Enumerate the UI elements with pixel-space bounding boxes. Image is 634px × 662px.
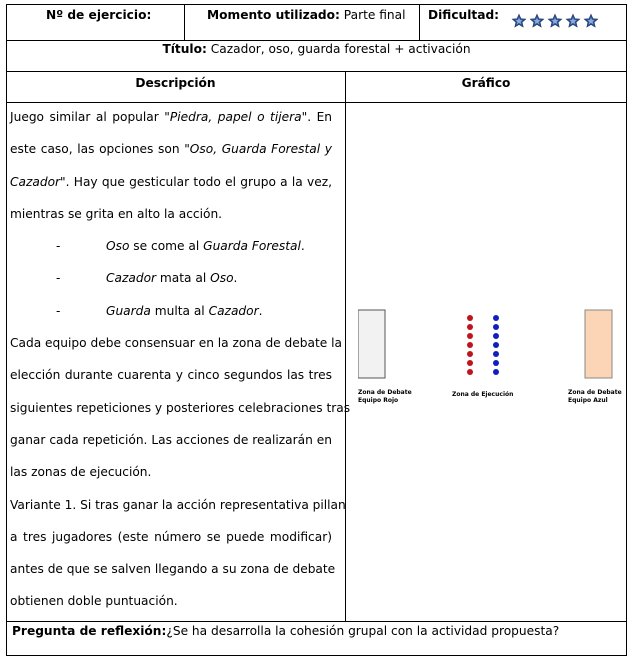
exercise-number-label: Nº de ejercicio: bbox=[46, 8, 152, 22]
text-fragment: Oso bbox=[106, 239, 130, 254]
red-player-dot bbox=[467, 369, 473, 375]
exercise-sheet bbox=[6, 4, 627, 656]
moment-used bbox=[207, 8, 405, 22]
border-header-div-2 bbox=[419, 4, 420, 41]
text-line bbox=[10, 456, 332, 488]
text-fragment: . bbox=[258, 303, 263, 318]
border-body-bottom bbox=[6, 621, 627, 622]
reflection-row bbox=[12, 624, 559, 638]
difficulty-label: Dificultad: bbox=[428, 8, 500, 22]
blue-player-dot bbox=[493, 351, 499, 357]
text-fragment: Cada equipo debe consensuar en la zona de debate la bbox=[10, 336, 342, 351]
text-line bbox=[10, 521, 332, 553]
text-line bbox=[10, 101, 332, 133]
text-fragment: "Piedra, papel o tijera" bbox=[164, 110, 308, 124]
red-team-players bbox=[467, 315, 473, 375]
bullet-dash: - bbox=[56, 271, 61, 286]
blue-player-dot bbox=[493, 342, 499, 348]
text-fragment: . En bbox=[307, 110, 332, 124]
moment-value: Parte final bbox=[343, 8, 406, 22]
text-line bbox=[10, 133, 332, 165]
game-field-graphic bbox=[358, 304, 620, 424]
bullet-dash: - bbox=[56, 303, 61, 318]
right-zone-label bbox=[568, 389, 622, 405]
description-text bbox=[10, 101, 351, 618]
list-item bbox=[10, 230, 332, 262]
text-fragment: Cazador bbox=[208, 303, 259, 318]
text-fragment: obtienen doble puntuación. bbox=[10, 594, 178, 609]
text-line bbox=[10, 585, 332, 617]
border-header-bottom bbox=[6, 40, 627, 41]
text-line bbox=[10, 327, 342, 359]
graphic-header: Gráfico bbox=[461, 76, 511, 90]
left-zone-label-line2: Equipo Rojo bbox=[358, 397, 399, 404]
text-fragment: a tres jugadores (este número se puede modificar) bbox=[10, 529, 332, 544]
red-player-dot bbox=[467, 315, 473, 321]
text-fragment: mientras se grita en alto la acción. bbox=[10, 206, 223, 221]
blue-player-dot bbox=[493, 360, 499, 366]
text-fragment: mata al bbox=[156, 271, 211, 286]
text-fragment: . bbox=[300, 239, 305, 254]
text-fragment: elección durante cuarenta y cinco segundos las tres bbox=[10, 368, 332, 383]
left-zone-label-line1: Zona de Debate bbox=[358, 389, 412, 396]
title-label: Título: bbox=[162, 42, 207, 56]
text-fragment: Oso bbox=[210, 271, 234, 286]
text-fragment: las zonas de ejecución. bbox=[10, 465, 152, 480]
reflection-label: Pregunta de reflexión: bbox=[12, 624, 167, 638]
text-fragment: siguientes repeticiones y posteriores celebraciones tras bbox=[10, 400, 351, 415]
reflection-question: ¿Se ha desarrolla la cohesión grupal con la actividad propuesta? bbox=[166, 624, 560, 638]
blue-player-dot bbox=[493, 369, 499, 375]
border-right bbox=[626, 4, 627, 656]
red-player-dot bbox=[467, 351, 473, 357]
text-fragment: . bbox=[233, 271, 238, 286]
text-line bbox=[10, 198, 332, 230]
blue-player-dot bbox=[493, 324, 499, 330]
bullet-dash: - bbox=[56, 239, 61, 254]
blue-player-dot bbox=[493, 333, 499, 339]
text-fragment: Variante 1. Si tras ganar la acción representativa pillan bbox=[10, 497, 346, 512]
text-fragment: este caso, las opciones son bbox=[10, 142, 185, 157]
red-player-dot bbox=[467, 360, 473, 366]
star-icon bbox=[565, 13, 581, 29]
blue-team-debate-zone bbox=[585, 310, 612, 378]
difficulty-rating bbox=[511, 13, 599, 29]
game-diagram bbox=[358, 304, 620, 424]
blue-player-dot bbox=[493, 315, 499, 321]
border-header-div-1 bbox=[184, 4, 185, 41]
red-team-debate-zone bbox=[358, 310, 385, 378]
text-line bbox=[10, 392, 351, 424]
text-line bbox=[10, 359, 332, 391]
text-fragment: Cazador" bbox=[10, 174, 66, 189]
moment-label: Momento utilizado: bbox=[207, 8, 340, 22]
text-fragment: "Oso, Guarda Forestal y bbox=[184, 142, 332, 157]
title-value: Cazador, oso, guarda forestal + activación bbox=[210, 42, 471, 56]
text-line bbox=[10, 166, 332, 198]
blue-team-players bbox=[493, 315, 499, 375]
text-line bbox=[10, 424, 332, 456]
execution-zone-label: Zona de Ejecución bbox=[452, 391, 514, 398]
star-icon bbox=[547, 13, 563, 29]
text-fragment: multa al bbox=[150, 303, 209, 318]
left-zone-label bbox=[358, 389, 412, 405]
text-fragment: Guarda Forestal bbox=[203, 239, 301, 254]
text-fragment: antes de que se salven llegando a su zona de debate bbox=[10, 562, 336, 577]
red-player-dot bbox=[467, 342, 473, 348]
star-icon bbox=[511, 13, 527, 29]
text-fragment: Juego similar al popular bbox=[10, 110, 165, 124]
list-item bbox=[10, 295, 332, 327]
border-title-bottom bbox=[6, 71, 627, 72]
red-player-dot bbox=[467, 333, 473, 339]
description-header: Descripción bbox=[135, 76, 216, 90]
text-fragment: Guarda bbox=[106, 303, 151, 318]
right-zone-label-line2: Equipo Azul bbox=[568, 397, 608, 404]
text-line bbox=[10, 553, 336, 585]
star-icon bbox=[529, 13, 545, 29]
text-fragment: se come al bbox=[129, 239, 204, 254]
title-row bbox=[6, 42, 627, 56]
red-player-dot bbox=[467, 324, 473, 330]
right-zone-label-line1: Zona de Debate bbox=[568, 389, 622, 396]
border-column-div bbox=[345, 71, 346, 622]
text-fragment: Cazador bbox=[106, 271, 157, 286]
border-top bbox=[6, 4, 627, 5]
list-item bbox=[10, 262, 332, 294]
text-line bbox=[10, 489, 346, 521]
border-left bbox=[6, 4, 7, 656]
text-fragment: ganar cada repetición. Las acciones de realizarán en bbox=[10, 432, 332, 447]
text-fragment: . Hay que gesticular todo el grupo a la vez, bbox=[65, 174, 332, 189]
border-bottom bbox=[6, 655, 627, 656]
star-icon bbox=[583, 13, 599, 29]
